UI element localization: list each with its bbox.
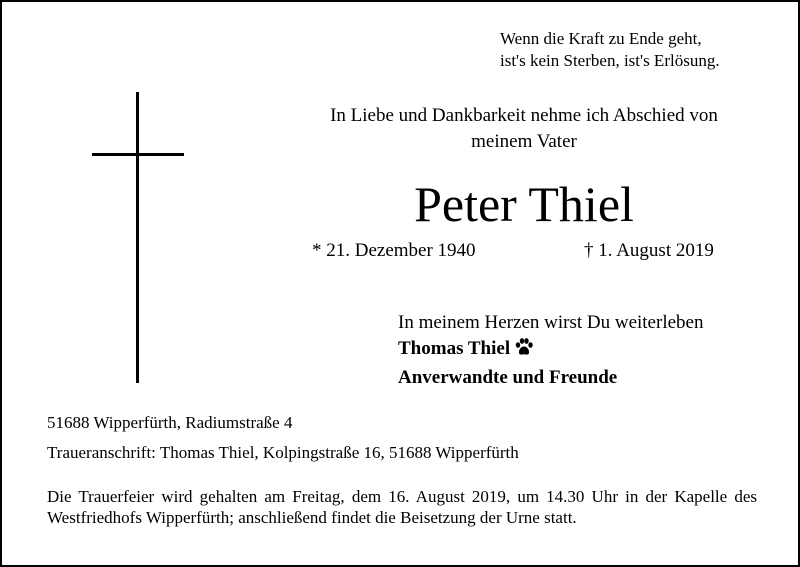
mourner-name: Thomas Thiel (398, 338, 511, 359)
motto-line-1: Wenn die Kraft zu Ende geht, (500, 29, 702, 48)
motto-line-2: ist's kein Sterben, ist's Erlösung. (500, 51, 720, 70)
death-date: † 1. August 2019 (584, 240, 714, 261)
closing-block (398, 310, 703, 391)
intro-text (292, 103, 756, 155)
relatives-line: Anverwandte und Freunde (398, 367, 618, 388)
intro-line-1: In Liebe und Dankbarkeit nehme ich Abschied von (330, 105, 718, 126)
intro-line-2: meinem Vater (471, 131, 577, 152)
cross-horizontal-bar (92, 153, 184, 156)
birth-date: * 21. Dezember 1940 (312, 240, 476, 261)
paw-icon (514, 337, 534, 365)
residence-address: 51688 Wipperfürth, Radiumstraße 4 (47, 413, 293, 432)
ceremony-text: Die Trauerfeier wird gehalten am Freitag, dem 16. August 2019, um 14.30 Uhr in der Kapelle des Westfriedhofs Wipperfürth; anschließend findet die Beisetzung der Urne statt. (47, 487, 757, 527)
mourner-line (398, 336, 703, 365)
motto (500, 28, 720, 72)
closing-line: In meinem Herzen wirst Du weiterleben (398, 312, 704, 333)
mourning-address: Traueranschrift: Thomas Thiel, Kolpingstraße 16, 51688 Wipperfürth (47, 443, 519, 462)
cross-icon (92, 92, 184, 383)
cross-vertical-bar (136, 92, 139, 383)
deceased-name: Peter Thiel (414, 176, 634, 232)
